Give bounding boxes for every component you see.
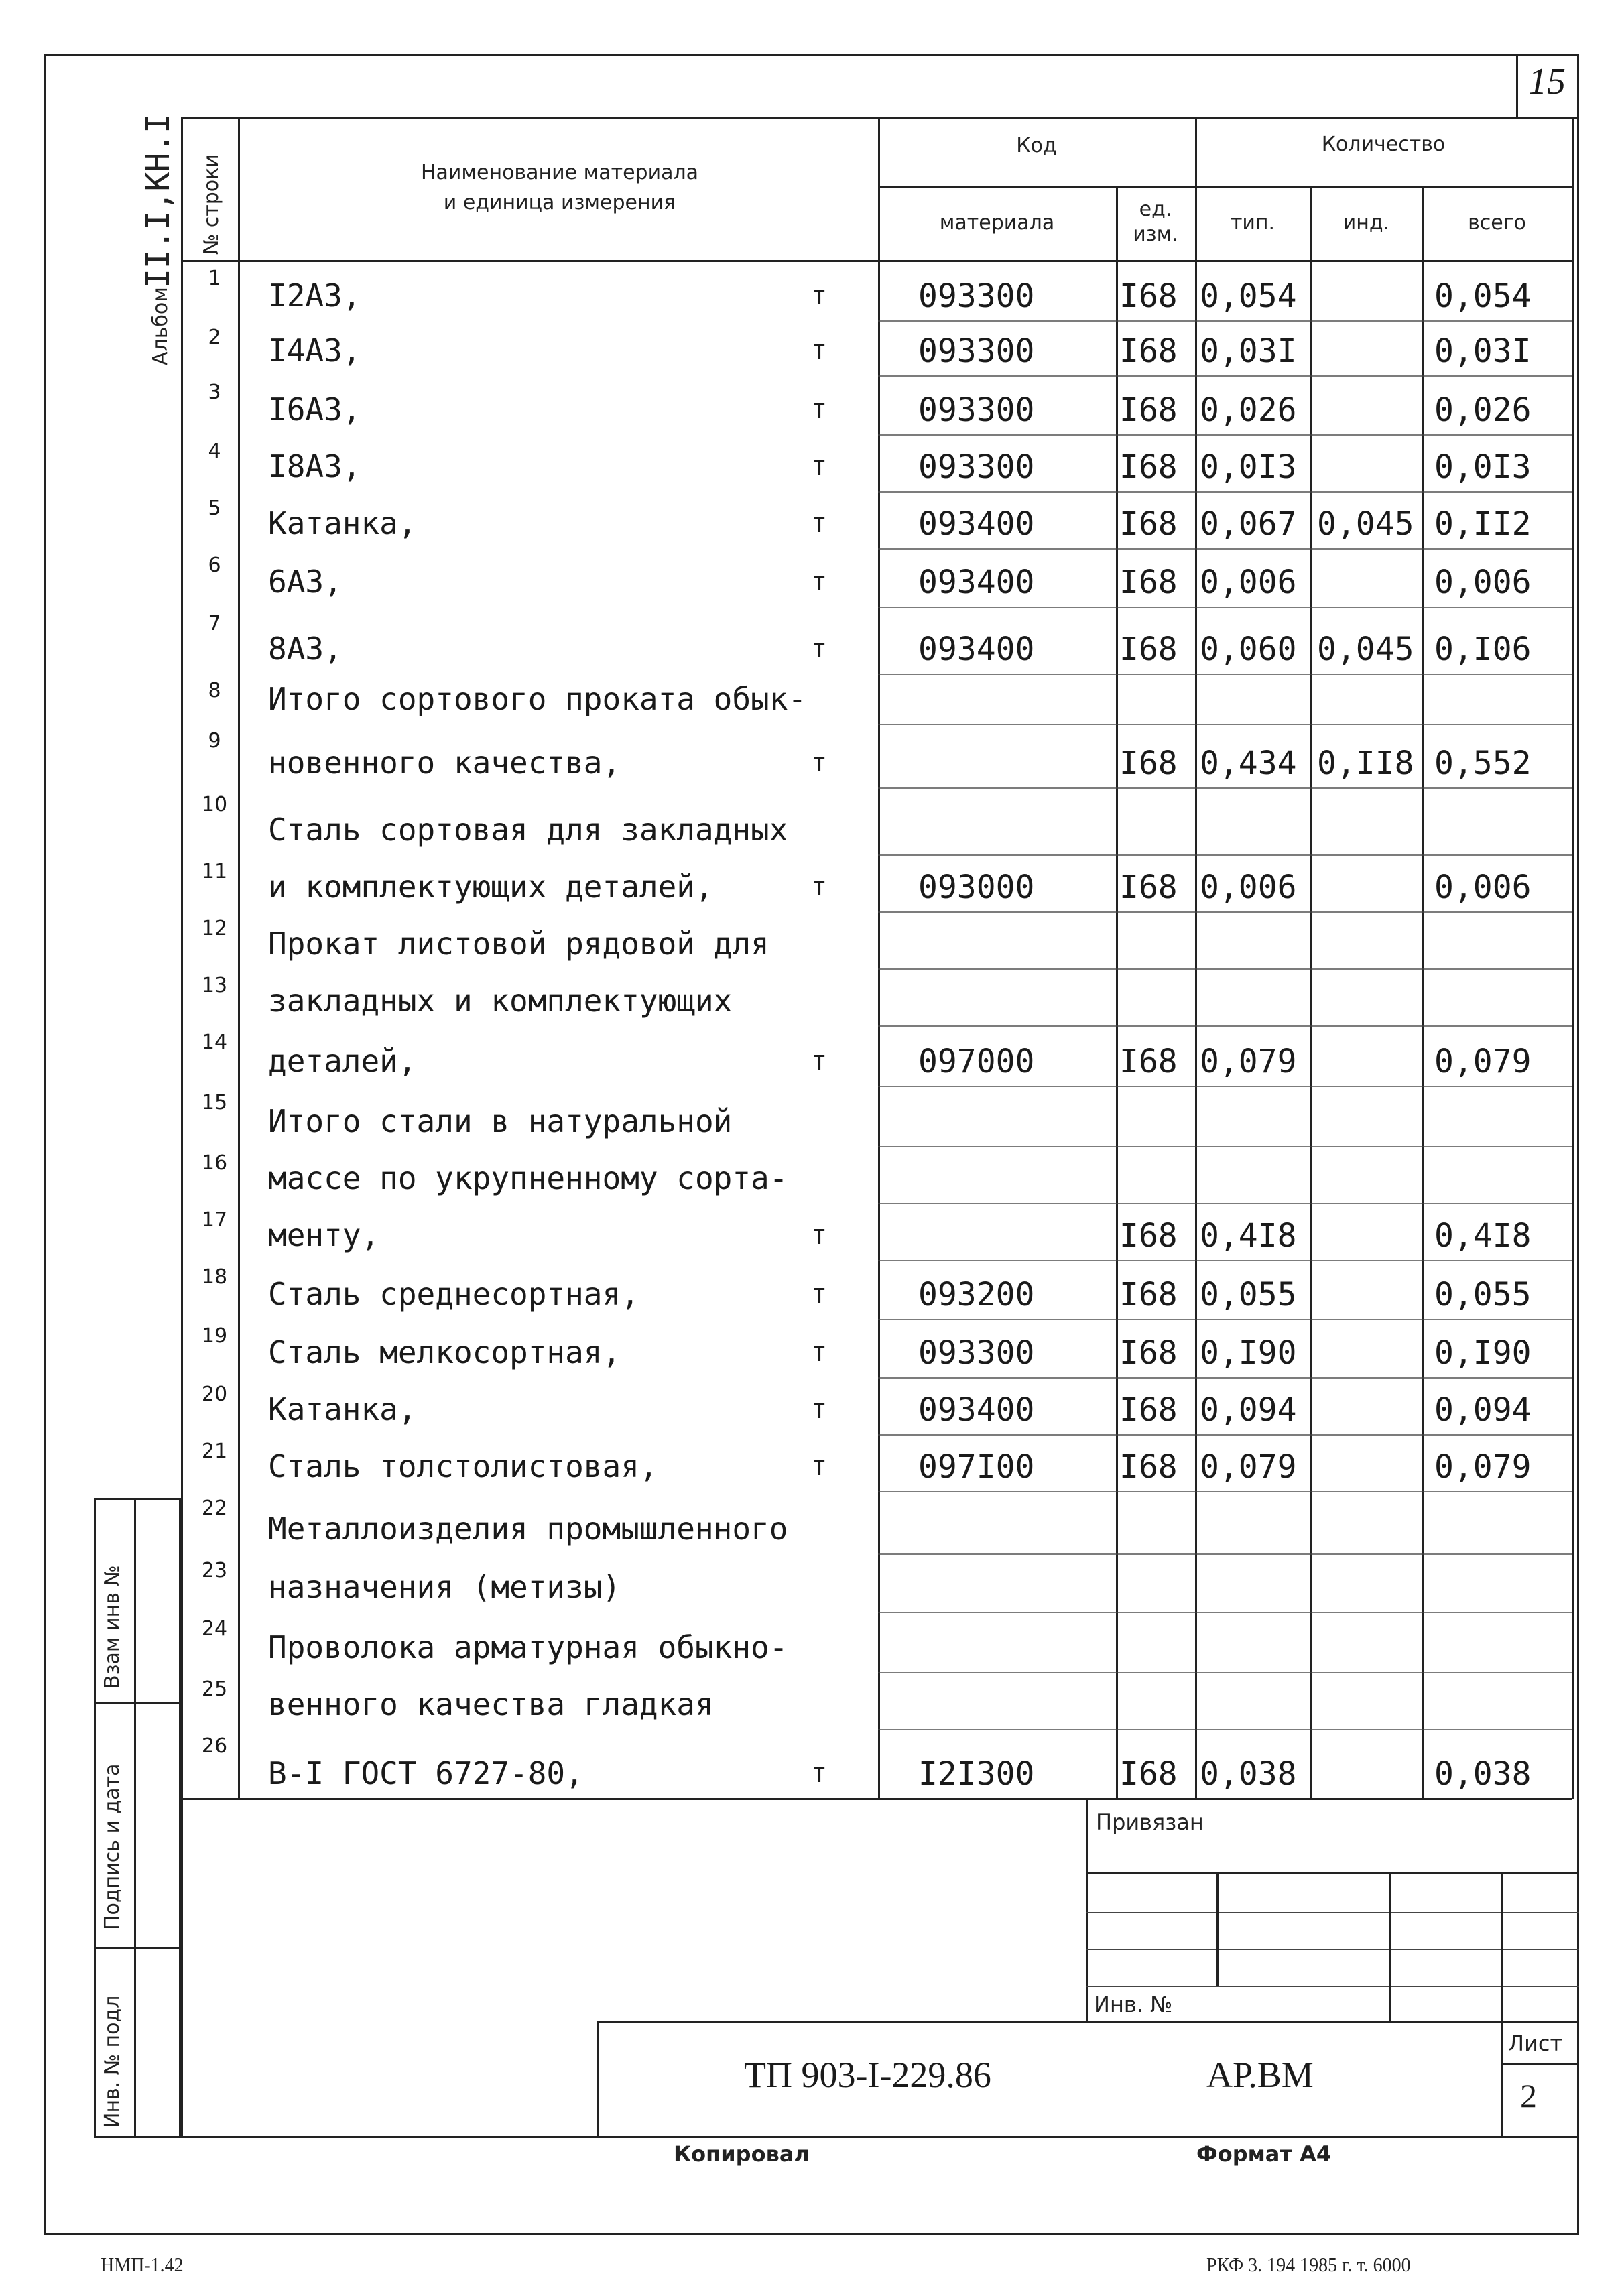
row-separator: [878, 1025, 1572, 1027]
row-unit-letter: т: [811, 1337, 828, 1368]
row-number: 10: [201, 793, 228, 816]
row-unit-code: I68: [1119, 1217, 1178, 1255]
row-qty-typ: 0,060: [1200, 631, 1297, 668]
stamp-grid-1: [1086, 1912, 1579, 1913]
side-label-inv-podl: Инв. № подл: [101, 1995, 124, 2128]
row-unit-code: I68: [1119, 1391, 1178, 1429]
stamp-sheet-label: Лист: [1508, 2031, 1563, 2056]
side-strip-h1: [94, 1702, 181, 1704]
row-qty-total: 0,079: [1434, 1448, 1532, 1486]
row-name: венного качества гладкая: [268, 1686, 714, 1722]
row-name: I4A3,: [268, 332, 361, 369]
row-unit-code: I68: [1119, 505, 1178, 543]
row-name: и комплектующих деталей,: [268, 869, 714, 905]
row-separator: [878, 375, 1572, 377]
row-separator: [878, 1434, 1572, 1436]
row-qty-total: 0,I90: [1434, 1334, 1532, 1372]
row-name: назначения (метизы): [268, 1569, 621, 1605]
row-separator: [878, 724, 1572, 725]
row-unit-letter: т: [811, 335, 828, 366]
row-unit-code: I68: [1119, 1448, 1178, 1486]
side-strip-h2: [94, 1947, 181, 1949]
row-qty-typ: 0,I90: [1200, 1334, 1297, 1372]
header-ind: инд.: [1343, 211, 1390, 235]
row-number: 2: [208, 326, 221, 349]
row-separator: [878, 1729, 1572, 1730]
row-separator: [878, 548, 1572, 550]
sheet-mark-divider: [1516, 54, 1518, 117]
row-qty-typ: 0,079: [1200, 1448, 1297, 1486]
row-qty-ind: 0,045: [1317, 505, 1414, 543]
row-code: 093000: [918, 869, 1035, 906]
header-code: Код: [1016, 134, 1057, 157]
side-strip-divider: [134, 1498, 136, 2138]
row-separator: [878, 1203, 1572, 1204]
col-line-no: [238, 117, 240, 1799]
row-name: Проволока арматурная обыкно-: [268, 1629, 788, 1665]
row-code: I2I300: [918, 1755, 1035, 1793]
row-unit-letter: т: [811, 566, 828, 597]
col-line-ind: [1422, 188, 1424, 1799]
row-unit-code: I68: [1119, 631, 1178, 668]
row-number: 25: [201, 1677, 228, 1701]
row-name: Сталь мелкосортная,: [268, 1334, 621, 1370]
row-unit-letter: т: [811, 747, 828, 778]
row-qty-typ: 0,079: [1200, 1043, 1297, 1080]
row-number: 5: [208, 497, 221, 520]
row-separator: [878, 491, 1572, 493]
row-number: 15: [201, 1091, 228, 1114]
footer-kopiroval: Копировал: [674, 2141, 810, 2167]
row-code: 093400: [918, 505, 1035, 543]
row-separator: [878, 1260, 1572, 1261]
row-number: 8: [208, 679, 221, 702]
row-unit-letter: т: [811, 1758, 828, 1789]
row-separator: [878, 911, 1572, 913]
row-name: I2A3,: [268, 277, 361, 314]
album-code: II.I,КН.I: [139, 113, 177, 288]
header-quantity: Количество: [1321, 133, 1446, 156]
row-separator: [878, 320, 1572, 322]
row-number: 12: [201, 917, 228, 940]
row-separator: [878, 1377, 1572, 1379]
row-unit-letter: т: [811, 871, 828, 902]
row-unit-code: I68: [1119, 391, 1178, 429]
row-qty-total: 0,4I8: [1434, 1217, 1532, 1255]
row-code: 093300: [918, 448, 1035, 486]
row-unit-code: I68: [1119, 745, 1178, 782]
stamp-grid-v1: [1216, 1872, 1219, 1986]
stamp-sheet-line: [1501, 2063, 1579, 2065]
row-code: 093400: [918, 564, 1035, 601]
row-separator: [878, 434, 1572, 436]
stamp-grid-2: [1086, 1949, 1579, 1950]
side-label-podpis: Подпись и дата: [101, 1763, 124, 1930]
row-name: Катанка,: [268, 1391, 417, 1427]
row-separator: [878, 854, 1572, 856]
stamp-privyazan: Привязан: [1096, 1809, 1204, 1835]
stamp-grid-3: [1086, 1986, 1579, 1987]
row-separator: [878, 674, 1572, 675]
row-qty-total: 0,006: [1434, 564, 1532, 601]
row-qty-typ: 0,434: [1200, 745, 1297, 782]
row-qty-typ: 0,4I8: [1200, 1217, 1297, 1255]
row-unit-code: I68: [1119, 1043, 1178, 1080]
stamp-doc-code: ТП 903-I-229.86: [744, 2055, 991, 2095]
row-qty-total: 0,I06: [1434, 631, 1532, 668]
row-unit-letter: т: [811, 1394, 828, 1425]
header-name-1: Наименование материала: [420, 161, 699, 184]
row-unit-code: I68: [1119, 1334, 1178, 1372]
stamp-privyazan-line: [1086, 1872, 1579, 1874]
row-unit-letter: т: [811, 451, 828, 482]
row-number: 19: [201, 1324, 228, 1348]
table-bottom-line: [181, 1798, 1572, 1800]
row-qty-total: 0,038: [1434, 1755, 1532, 1793]
header-total: всего: [1468, 211, 1526, 235]
row-separator: [878, 1319, 1572, 1320]
row-code: 093300: [918, 1334, 1035, 1372]
row-name: I6A3,: [268, 391, 361, 428]
row-number: 18: [201, 1265, 228, 1289]
stamp-grid-v2: [1389, 1872, 1391, 2023]
row-unit-letter: т: [811, 1279, 828, 1310]
stamp-left-line: [1086, 1798, 1088, 2023]
row-qty-ind: 0,II8: [1317, 745, 1414, 782]
row-separator: [878, 1146, 1572, 1147]
row-name: новенного качества,: [268, 745, 621, 781]
stamp-sheet-no: 2: [1520, 2077, 1537, 2114]
footer-format: Формат А4: [1196, 2141, 1332, 2167]
row-unit-code: I68: [1119, 332, 1178, 370]
row-name: Сталь среднесортная,: [268, 1276, 639, 1312]
row-name: закладных и комплектующих: [268, 982, 733, 1019]
header-bottom-line: [181, 260, 1572, 262]
side-label-vzam: Взам инв №: [101, 1565, 124, 1689]
row-name: Итого стали в натуральной: [268, 1103, 733, 1139]
row-name: Сталь толстолистовая,: [268, 1448, 658, 1484]
row-unit-letter: т: [811, 1220, 828, 1251]
row-qty-ind: 0,045: [1317, 631, 1414, 668]
header-name-2: и единица измерения: [443, 191, 676, 214]
row-number: 21: [201, 1440, 228, 1463]
row-code: 093400: [918, 631, 1035, 668]
row-name: Итого сортового проката обык-: [268, 681, 807, 717]
row-qty-total: 0,079: [1434, 1043, 1532, 1080]
col-line-code: [1116, 188, 1118, 1799]
row-name: I8A3,: [268, 448, 361, 485]
row-qty-typ: 0,006: [1200, 564, 1297, 601]
row-number: 16: [201, 1151, 228, 1175]
row-qty-total: 0,552: [1434, 745, 1532, 782]
row-number: 11: [201, 860, 228, 883]
row-code: 097I00: [918, 1448, 1035, 1486]
row-name: Сталь сортовая для закладных: [268, 812, 788, 848]
row-unit-code: I68: [1119, 277, 1178, 315]
row-qty-total: 0,II2: [1434, 505, 1532, 543]
row-unit-letter: т: [811, 394, 828, 425]
row-name: Металлоизделия промышленного: [268, 1511, 788, 1547]
header-material: материала: [939, 211, 1055, 235]
row-separator: [878, 1672, 1572, 1673]
footer-nmp: НМП-1.42: [101, 2255, 184, 2276]
header-unit-2: изм.: [1133, 222, 1178, 246]
row-qty-total: 0,055: [1434, 1276, 1532, 1314]
stamp-grid-v3: [1501, 1872, 1503, 2138]
row-qty-typ: 0,067: [1200, 505, 1297, 543]
row-number: 17: [201, 1208, 228, 1232]
stamp-main-top: [597, 2021, 1579, 2023]
row-code: 093400: [918, 1391, 1035, 1429]
stamp-doc-mark: АР.ВМ: [1206, 2055, 1314, 2095]
row-qty-total: 0,094: [1434, 1391, 1532, 1429]
row-name: массе по укрупненному сорта-: [268, 1160, 788, 1196]
row-unit-letter: т: [811, 508, 828, 539]
col-line-unit: [1195, 117, 1197, 1799]
row-unit-code: I68: [1119, 869, 1178, 906]
row-separator: [878, 1612, 1572, 1613]
row-separator: [878, 1553, 1572, 1555]
row-unit-letter: т: [811, 280, 828, 311]
row-name: 8А3,: [268, 631, 342, 667]
row-name: Прокат листовой рядовой для: [268, 926, 769, 962]
row-unit-code: I68: [1119, 448, 1178, 486]
row-code: 093300: [918, 332, 1035, 370]
row-number: 4: [208, 440, 221, 463]
footer-rkf: РКФ 3. 194 1985 г. т. 6000: [1206, 2255, 1411, 2276]
row-unit-code: I68: [1119, 1755, 1178, 1793]
col-line-typ: [1310, 188, 1312, 1799]
row-code: 093300: [918, 277, 1035, 315]
row-qty-typ: 0,03I: [1200, 332, 1297, 370]
row-name: В-I ГОСТ 6727-80,: [268, 1755, 584, 1791]
row-number: 26: [201, 1734, 228, 1758]
row-separator: [878, 968, 1572, 970]
row-qty-total: 0,03I: [1434, 332, 1532, 370]
row-separator: [878, 787, 1572, 789]
row-number: 24: [201, 1617, 228, 1641]
row-number: 6: [208, 554, 221, 577]
row-code: 097000: [918, 1043, 1035, 1080]
row-unit-letter: т: [811, 633, 828, 664]
row-qty-total: 0,006: [1434, 869, 1532, 906]
stamp-main-left: [597, 2021, 599, 2138]
row-number: 22: [201, 1496, 228, 1520]
row-unit-code: I68: [1119, 1276, 1178, 1314]
row-qty-typ: 0,038: [1200, 1755, 1297, 1793]
col-line-name: [878, 117, 880, 1799]
row-unit-letter: т: [811, 1451, 828, 1482]
header-unit-1: ед.: [1139, 198, 1172, 221]
row-qty-total: 0,026: [1434, 391, 1532, 429]
row-name: деталей,: [268, 1043, 417, 1079]
row-number: 3: [208, 381, 221, 404]
row-qty-typ: 0,026: [1200, 391, 1297, 429]
album-label: Альбом: [149, 287, 172, 365]
row-separator: [878, 1086, 1572, 1087]
row-qty-typ: 0,094: [1200, 1391, 1297, 1429]
row-number: 9: [208, 729, 221, 753]
row-name: Катанка,: [268, 505, 417, 541]
row-number: 23: [201, 1559, 228, 1582]
row-number: 7: [208, 612, 221, 635]
row-qty-total: 0,0I3: [1434, 448, 1532, 486]
row-code: 093300: [918, 391, 1035, 429]
row-name: менту,: [268, 1217, 380, 1253]
row-unit-code: I68: [1119, 564, 1178, 601]
col-line-right: [1572, 117, 1574, 1799]
row-separator: [878, 607, 1572, 608]
row-number: 1: [208, 267, 221, 290]
row-qty-typ: 0,055: [1200, 1276, 1297, 1314]
row-qty-typ: 0,054: [1200, 277, 1297, 315]
row-separator: [878, 1491, 1572, 1492]
row-qty-typ: 0,006: [1200, 869, 1297, 906]
header-typ: тип.: [1230, 211, 1275, 235]
header-mid-line: [878, 186, 1572, 188]
row-qty-typ: 0,0I3: [1200, 448, 1297, 486]
row-qty-total: 0,054: [1434, 277, 1532, 315]
stamp-inv-no: Инв. №: [1094, 1992, 1173, 2017]
row-number: 20: [201, 1383, 228, 1406]
row-number: 14: [201, 1031, 228, 1054]
header-row-no: № строки: [200, 154, 223, 255]
row-unit-letter: т: [811, 1045, 828, 1076]
row-code: 093200: [918, 1276, 1035, 1314]
sheet-mark: 15: [1528, 61, 1566, 103]
row-number: 13: [201, 974, 228, 997]
row-name: 6А3,: [268, 564, 342, 600]
